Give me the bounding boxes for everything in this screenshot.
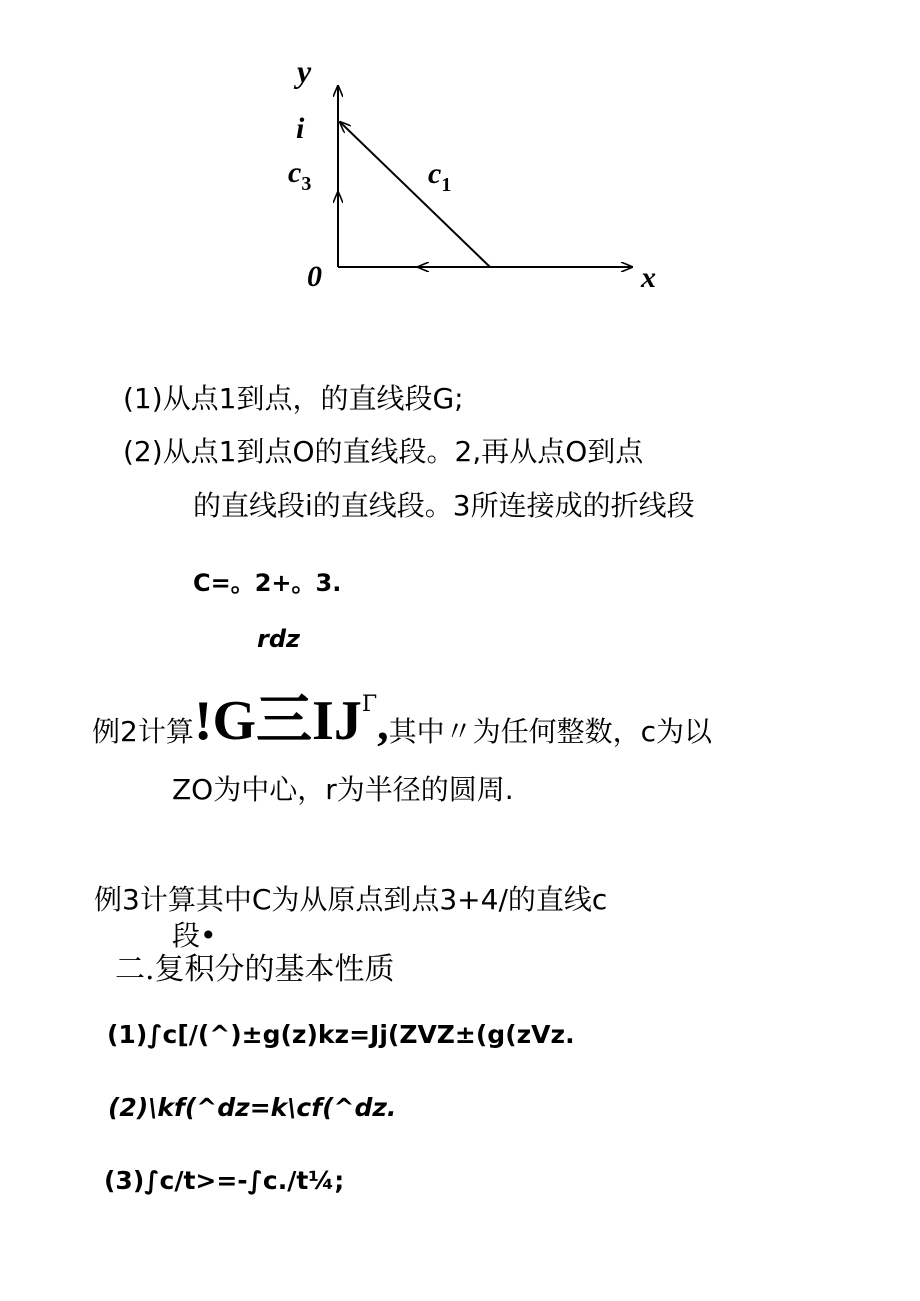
- origin-label: 0: [307, 260, 322, 293]
- example-2-continued: ZO为中心，r为半径的圆周.: [172, 773, 514, 806]
- i-label: i: [296, 112, 305, 145]
- property-3: (3)∫c/t>=-∫c./t¼;: [104, 1166, 345, 1195]
- example-2-text: 其中〃为任何整数，c为以: [388, 715, 712, 748]
- integrand-numerator: rdz: [257, 625, 300, 653]
- property-2: (2)\kf(^dz=k\cf(^dz.: [108, 1093, 397, 1122]
- c1-segment: [340, 122, 490, 267]
- example-2-formula: !G三IJ: [193, 690, 362, 752]
- property-1: (1)∫c[/(^)±g(z)kz=Jj(ZVZ±(g(zVz.: [107, 1020, 575, 1049]
- example-2: [92, 676, 712, 756]
- example-2-formula-sup: Γ: [361, 692, 378, 717]
- contour-diagram: [270, 50, 680, 300]
- y-axis-label: y: [297, 53, 312, 89]
- curve-c3-line: 的直线段i的直线段。3所连接成的折线段: [193, 489, 695, 522]
- curve-sum-formula: C=。2+。3.: [193, 569, 342, 597]
- example-2-comma: ,: [377, 698, 389, 749]
- x-axis-label: x: [641, 261, 656, 294]
- example-2-prefix: 例2计算: [92, 715, 194, 748]
- example-3-tail: 段•: [172, 919, 217, 952]
- section-heading: 二.复积分的基本性质: [115, 952, 395, 987]
- c1-label: $c_1$: [428, 157, 452, 196]
- c3-label: $c_3$: [288, 156, 312, 195]
- curve-c2-item: (2)从点1到点O的直线段。2,再从点O到点: [123, 435, 644, 468]
- curve-c1-item: (1)从点1到点，的直线段G;: [123, 382, 464, 415]
- example-3: 例3计算其中C为从原点到点3+4/的直线c: [94, 883, 608, 916]
